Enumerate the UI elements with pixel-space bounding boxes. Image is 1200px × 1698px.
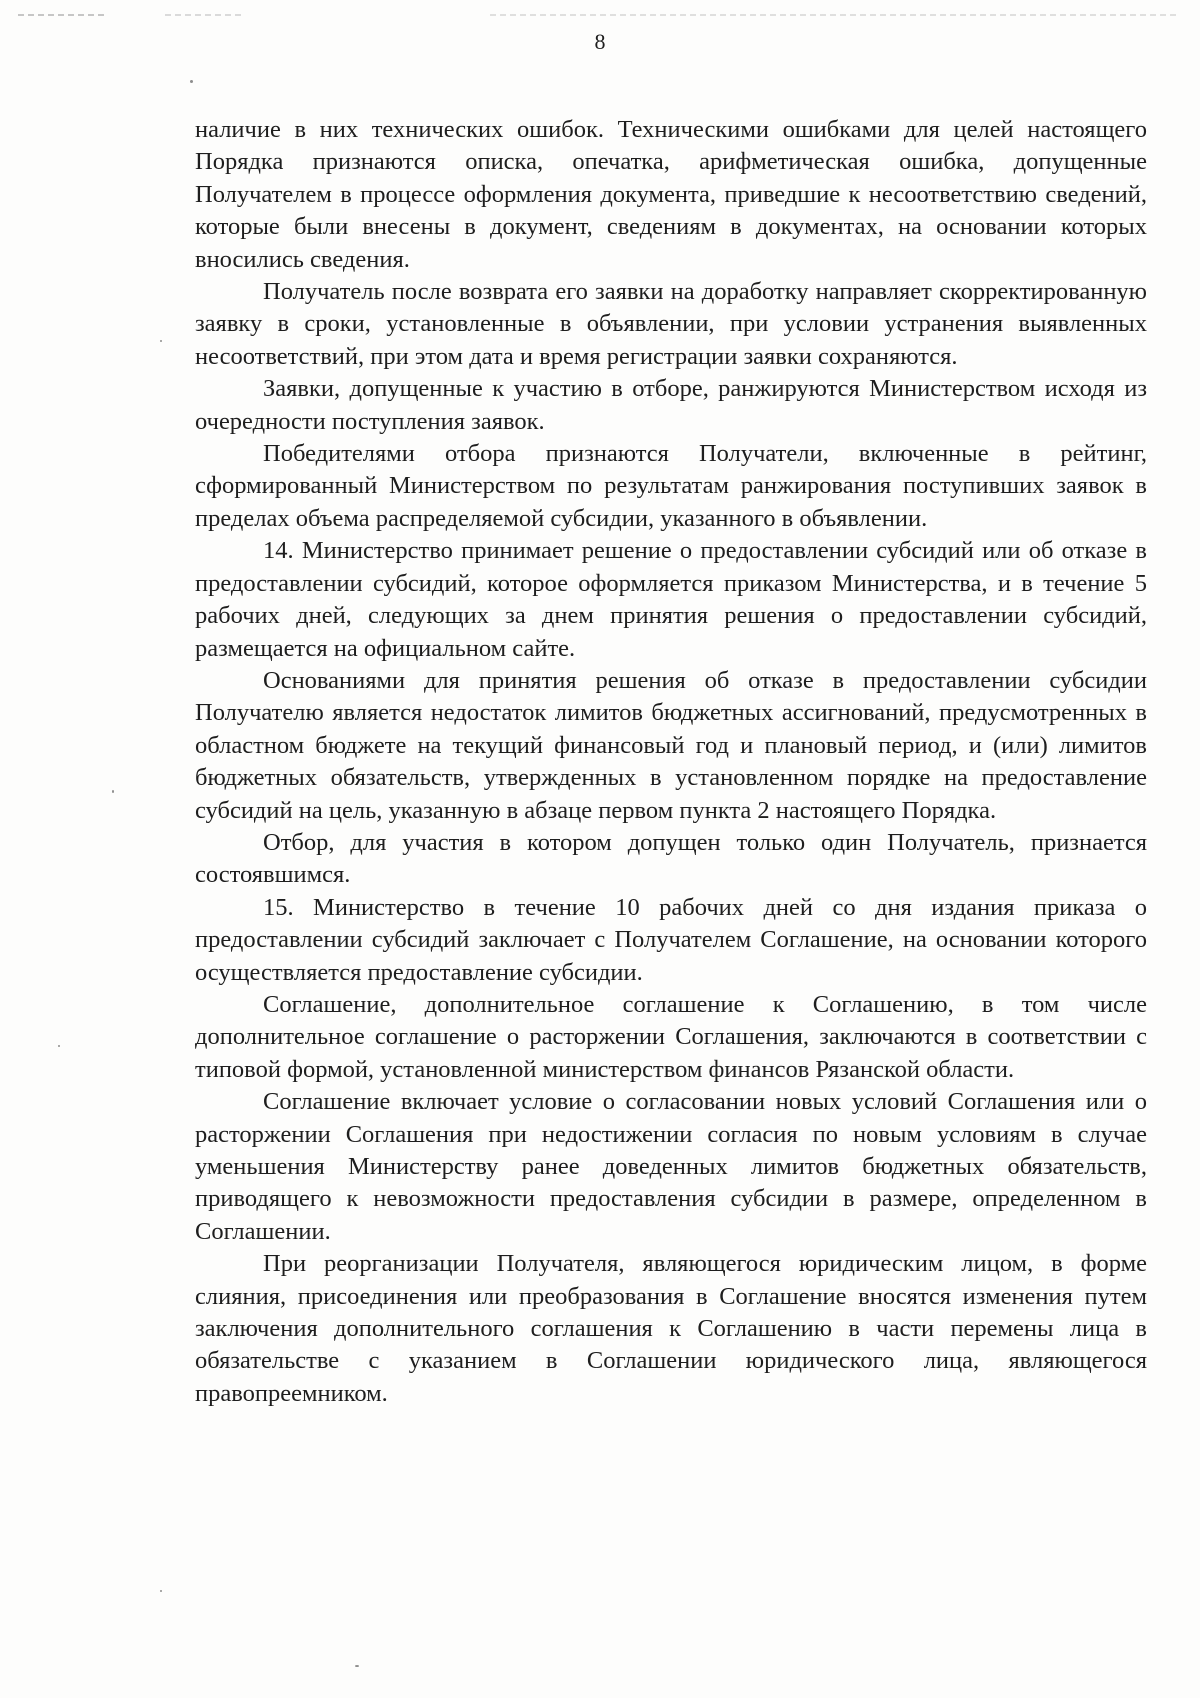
scan-artifact-top-middle xyxy=(165,14,245,16)
scan-speck xyxy=(190,80,193,83)
scan-speck xyxy=(355,1665,359,1667)
paragraph-refusal-grounds: Основаниями для принятия решения об отказе в предоставлении субсидии Получателю является недостаток лимитов бюджетных ассигнований, предусмотренных в областном бюджете на текущий финансовый год и плановый период, и (или) лимитов бюджетных обязательств, утвержденных в установленном порядке на предоставление субсидий на цель, указанную в абзаце первом пункта 2 настоящего Порядка. xyxy=(195,666,1147,824)
paragraph-reorganization: При реорганизации Получателя, являющегося юридическим лицом, в форме слияния, присоединения или преобразования в Соглашение вносятся изменения путем заключения дополнительного соглашения к Соглашению в части перемены лица в обязательстве с указанием в Соглашении юридического лица, являющегося правопреемником. xyxy=(195,1250,1147,1407)
paragraph-clause-14: 14. Министерство принимает решение о предоставлении субсидий или об отказе в предоставлении субсидий, которое оформляется приказом Министерства, и в течение 5 рабочих дней, следующих за днем принятия решения о предоставлении субсидий, размещается на официальном сайте. xyxy=(195,537,1147,662)
paragraph-agreement-conditions: Соглашение включает условие о согласовании новых условий Соглашения или о расторжении Соглашения при недостижении согласия по новым условиям в случае уменьшения Министерству ранее доведенных лимитов бюджетных обязательств, приводящего к невозможности предоставления субсидии в размере, определенном в Соглашении. xyxy=(195,1088,1147,1245)
scan-artifact-top-left xyxy=(18,14,108,16)
paragraph-agreement-form: Соглашение, дополнительное соглашение к Соглашению, в том числе дополнительное соглашение о расторжении Соглашения, заключаются в соответствии с типовой формой, установленной министерством финансов Рязанской области. xyxy=(195,990,1147,1083)
paragraph-technical-errors: наличие в них технических ошибок. Техническими ошибками для целей настоящего Порядка признаются описка, опечатка, арифметическая ошибка, допущенные Получателем в процессе оформления документа, приведшие к несоответствию сведений, которые были внесены в документ, сведениям в документах, на основании которых вносились сведения. xyxy=(195,116,1147,273)
page-number: 8 xyxy=(594,29,606,54)
scan-speck xyxy=(112,790,114,793)
paragraph-winners: Победителями отбора признаются Получатели, включенные в рейтинг, сформированный Министерством по результатам ранжирования поступивших заявок в пределах объема распределяемой субсидии, указанного в объявлении. xyxy=(195,440,1147,532)
paragraph-clause-15: 15. Министерство в течение 10 рабочих дней со дня издания приказа о предоставлении субсидий заключает с Получателем Соглашение, на основании которого осуществляется предоставление субсидии. xyxy=(195,893,1147,986)
scan-speck xyxy=(58,1045,60,1047)
paragraph-single-participant: Отбор, для участия в котором допущен только один Получатель, признается состоявшимся. xyxy=(195,828,1147,889)
paragraph-ranking: Заявки, допущенные к участию в отборе, ранжируются Министерством исходя из очередности поступления заявок. xyxy=(195,375,1147,435)
scan-speck xyxy=(160,1590,162,1592)
document-body xyxy=(195,114,1147,1410)
paragraph-resubmission: Получатель после возврата его заявки на доработку направляет скорректированную заявку в сроки, установленные в объявлении, при условии устранения выявленных несоответствий, при этом дата и время регистрации заявки сохраняются. xyxy=(195,278,1147,370)
scan-speck xyxy=(160,340,162,342)
scan-artifact-top-right xyxy=(490,14,1180,16)
